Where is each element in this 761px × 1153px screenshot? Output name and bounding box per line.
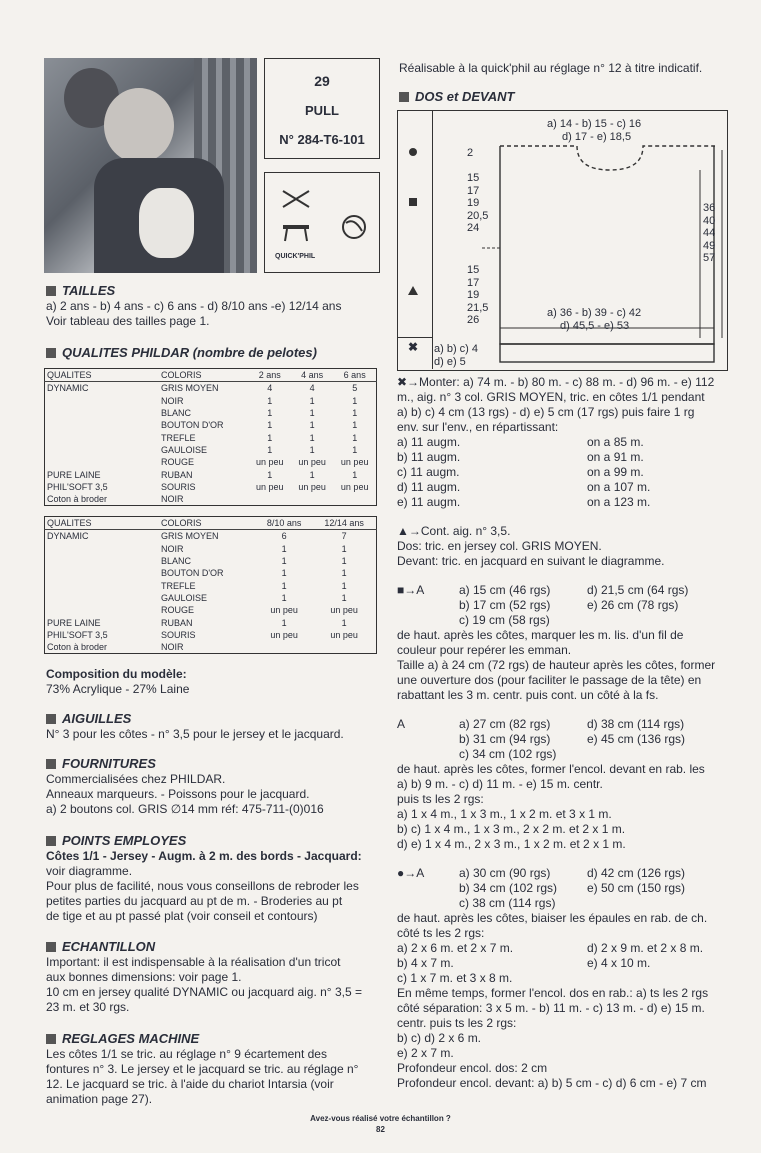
table-cell: GAULOISE [161,592,208,603]
instruction-marker: A [397,717,406,731]
instruction-line: m., aig. n° 3 col. GRIS MOYEN, tric. en côtes 1/1 pendant [397,390,705,404]
table-header: COLORIS [159,517,256,530]
table-row [45,604,377,616]
pattern-type: PULL [305,103,339,118]
table-cell: PURE LAINE [47,469,101,480]
instruction-cell: on a 91 m. [587,450,644,464]
instruction-pair [397,956,737,971]
table-cell [45,419,160,431]
table-cell: un peu [270,629,298,640]
instruction-line: centr. puis ts les 2 rgs: [397,1016,517,1030]
instruction-line: a) 1 x 4 m., 1 x 3 m., 1 x 2 m. et 3 x 1 m. [397,807,612,821]
table-cell: 1 [309,408,315,419]
table-cell: un peu [330,605,358,616]
table-cell: GRIS MOYEN [161,531,219,542]
instruction-line: ✖→Monter: a) 74 m. - b) 80 m. - c) 88 m. - d) 96 m. - e) 112 [397,375,715,389]
instruction-pair [397,480,737,495]
table-cell: TREFLE [161,432,196,443]
table-header: QUALITES [45,369,160,382]
table-row [45,530,377,543]
instruction-cell: d) 11 augm. [397,480,461,494]
table-cell: BOUTON D'OR [161,420,224,431]
diag-two: 2 [467,147,474,159]
table-cell: NOIR [161,543,184,554]
table-cell: 1 [309,432,315,443]
table-cell: 1 [267,420,273,431]
table-cell: 1 [267,469,273,480]
table-cell [45,543,160,555]
instruction-line: de haut. après les côtes, biaiser les épaules en rab. de ch. [397,911,708,925]
reglages-heading: REGLAGES MACHINE [46,1031,199,1046]
instruction-cell: e) 50 cm (150 rgs) [587,881,686,895]
points-l3: Pour plus de facilité, nous vous conseillons de rebroder les [46,879,359,893]
instruction-cell: c) 34 cm (102 rgs) [459,747,557,761]
table-cell: 1 [267,395,273,406]
instruction-cell: on a 107 m. [587,480,651,494]
diagram-measure: 57 [703,252,716,264]
diag-abc: a) b) c) 4 [434,343,479,355]
table-row [45,579,377,591]
reglages-l4: animation page 27). [46,1092,153,1106]
table-row [45,407,377,419]
table-cell: un peu [330,629,358,640]
table-header: 2 ans [249,369,291,382]
points-l5: de tige et au pt passé plat (voir conseil et contours) [46,909,318,923]
table-cell: 1 [352,432,358,443]
model-photo [44,58,257,273]
instruction-marker: ■→A [397,583,425,597]
triangle-marker-icon [408,286,418,295]
instruction-cell: a) 2 x 6 m. et 2 x 7 m. [397,941,514,955]
instruction-cell: d) 21,5 cm (64 rgs) [587,583,689,597]
table-cell: BLANC [161,556,192,567]
pattern-number: 29 [314,73,330,89]
instruction-line: En même temps, former l'encol. dos en rab.: a) ts les 2 rgs [397,986,709,1000]
table-cell: un peu [255,481,284,492]
instruction-line: Devant: tric. en jacquard en suivant le diagramme. [397,554,665,568]
table-row [45,456,377,468]
table-cell: 7 [341,531,347,542]
tailles-line2: Voir tableau des tailles page 1. [46,314,210,328]
instruction-line: puis ts les 2 rgs: [397,792,484,806]
instruction-cell: e) 45 cm (136 rgs) [587,732,686,746]
table-cell: 1 [309,420,315,431]
pattern-id-box [264,58,380,159]
instruction-line: ▲→Cont. aig. n° 3,5. [397,524,511,538]
diagram-measure: 17 [467,184,480,197]
instruction-line: Taille a) à 24 cm (72 rgs) de hauteur après les côtes, former [397,658,716,672]
instruction-line: a) b) 9 m. - c) d) 11 m. - e) 15 m. centr. [397,777,603,791]
table-cell: PURE LAINE [47,617,101,628]
knitting-machine-icon [281,221,311,243]
table-row [45,431,377,443]
reglages-l2: fontures n° 3. Le jersey et le jacquard se tric. au réglage n° [46,1062,359,1076]
instruction-cell: on a 85 m. [587,435,644,449]
table-cell: 5 [352,383,358,394]
instruction-line: Profondeur encol. dos: 2 cm [397,1061,548,1075]
table-cell [312,641,376,654]
diag-bottom2: d) 45,5 - e) 53 [560,320,630,332]
table-header: 12/14 ans [312,517,376,530]
table-cell: un peu [340,457,369,468]
table-cell: PHIL'SOFT 3,5 [47,629,108,640]
table-row [45,641,377,654]
table-cell: 1 [309,469,315,480]
table-header: 6 ans [333,369,376,382]
aiguilles-heading: AIGUILLES [46,711,131,726]
table-cell [45,579,160,591]
tools-box [264,172,380,273]
dos-heading: DOS et DEVANT [399,89,514,104]
diag-right [703,202,715,265]
table-cell: 1 [341,568,347,579]
points-l2: voir diagramme. [46,864,133,878]
diag-de: d) e) 5 [434,356,466,368]
table-cell: ROUGE [161,457,195,468]
table-cell: GAULOISE [161,444,208,455]
instructions-block [397,375,737,1091]
table-row [45,395,377,407]
table-cell: 1 [267,432,273,443]
table-cell: un peu [298,481,326,492]
instruction-line: a) b) c) 4 cm (13 rgs) - d) e) 5 cm (17 rgs) puis faire 1 rg [397,405,695,419]
dot-marker-icon [409,148,417,156]
instruction-line: b) c) 1 x 4 m., 1 x 3 m., 2 x 2 m. et 2 x 1 m. [397,822,626,836]
table-cell [45,395,160,407]
instruction-line: de haut. après les côtes, marquer les m. lis. d'un fil de [397,628,684,642]
table-cell: 1 [281,592,287,603]
page-number: 82 [376,1125,385,1134]
table-cell: 1 [281,543,287,554]
instruction-cell: b) 11 augm. [397,450,461,464]
table-cell: 1 [267,408,273,419]
table-cell: un peu [270,605,298,616]
table-cell: SOURIS [161,629,196,640]
table-cell: TREFLE [161,580,196,591]
intro-text: Réalisable à la quick'phil au réglage n° 12 à titre indicatif. [399,61,703,75]
diagram-measure: 17 [467,276,480,289]
fournitures-l3: a) 2 boutons col. GRIS ∅14 mm réf: 475-711-(0)016 [46,802,324,816]
composition-text: 73% Acrylique - 27% Laine [46,682,190,696]
table-cell: 1 [281,617,287,628]
diagram-measure: 40 [703,214,716,227]
diagram-measure: 49 [703,239,716,252]
diagram-measure: 24 [467,222,480,234]
table-cell: 1 [281,568,287,579]
table-cell [45,456,160,468]
table-cell: RUBAN [161,469,193,480]
table-row [45,419,377,431]
instruction-line: d) e) 1 x 4 m., 2 x 3 m., 1 x 2 m. et 2 x 1 m. [397,837,626,851]
diagram-measure: 21,5 [467,301,489,314]
table-cell [291,493,333,506]
diagram-measure: 19 [467,289,480,301]
table-cell: 1 [341,556,347,567]
table-row [45,543,377,555]
table-header: COLORIS [159,369,249,382]
points-l1: Côtes 1/1 - Jersey - Augm. à 2 m. des bords - Jacquard: [46,849,362,863]
table-cell [45,567,160,579]
instruction-marker: ●→A [397,866,425,880]
instruction-cell: e) 4 x 10 m. [587,956,651,970]
table-cell: 1 [341,617,347,628]
diagram-measure: 20,5 [467,209,489,222]
instruction-cell: a) 15 cm (46 rgs) [459,583,551,597]
table-row [45,567,377,579]
instruction-line: côté séparation: 3 x 5 m. - b) 11 m. - c) 13 m. - d) e) 15 m. [397,1001,705,1015]
instruction-cell: b) 31 cm (94 rgs) [459,732,551,746]
instruction-line: Profondeur encol. devant: a) b) 5 cm - c) d) 6 cm - e) 7 cm [397,1076,707,1090]
instruction-line: côté ts les 2 rgs: [397,926,485,940]
yarn-table-2 [44,516,377,654]
table-cell: 1 [352,469,358,480]
tailles-heading: TAILLES [46,283,115,298]
instruction-cell: e) 11 augm. [397,495,461,509]
instruction-pair [397,495,737,510]
table-row [45,592,377,604]
table-cell [45,407,160,419]
needles-icon [281,189,311,209]
yarn-icon [340,213,368,241]
table-row [45,555,377,567]
footer-question: Avez-vous réalisé votre échantillon ? [310,1114,451,1123]
cross-marker-icon: ✖ [408,340,419,354]
quickphil-label: QUICK'PHIL [275,253,316,260]
instruction-cell: d) 42 cm (126 rgs) [587,866,686,880]
composition-title: Composition du modèle: [46,667,187,681]
table-cell: 1 [352,420,358,431]
table-cell: DYNAMIC [47,383,89,394]
table-cell [45,431,160,443]
table-row [45,493,377,506]
pattern-ref: N° 284-T6-101 [279,132,365,147]
diag-left2 [467,264,488,327]
table-header: 8/10 ans [256,517,312,530]
instruction-cell: d) 38 cm (114 rgs) [587,717,685,731]
table-cell: BLANC [161,408,192,419]
table-cell: 1 [341,543,347,554]
instruction-line: c) 1 x 7 m. et 3 x 8 m. [397,971,513,985]
table-row [45,382,377,395]
diagram-measure: 15 [467,264,480,276]
reglages-l3: 12. Le jacquard se tric. à l'aide du chariot Intarsia (voir [46,1077,334,1091]
table-row [45,481,377,493]
table-cell: GRIS MOYEN [161,383,219,394]
instruction-line: Dos: tric. en jersey col. GRIS MOYEN. [397,539,602,553]
table-cell: 1 [352,408,358,419]
echantillon-l4: 23 m. et 30 rgs. [46,1000,130,1014]
instruction-cell: on a 123 m. [587,495,651,509]
instruction-line: b) c) d) 2 x 6 m. [397,1031,482,1045]
diagram-measure: 44 [703,227,716,239]
diagram-measure: 15 [467,172,480,184]
table-cell: un peu [255,457,284,468]
table-cell: 6 [281,531,287,542]
table-cell: 1 [281,556,287,567]
diag-bottom1: a) 36 - b) 39 - c) 42 [547,307,642,319]
table-cell: 1 [352,444,358,455]
table-cell: NOIR [161,642,184,653]
table-cell: 1 [352,395,358,406]
fournitures-heading: FOURNITURES [46,756,156,771]
echantillon-heading: ECHANTILLON [46,939,155,954]
table-cell: un peu [340,481,369,492]
table-cell: RUBAN [161,617,193,628]
table-cell: 1 [281,580,287,591]
yarn-table-1 [44,368,377,506]
table-row [45,616,377,628]
table-row [45,629,377,641]
points-heading: POINTS EMPLOYES [46,833,186,848]
points-l4: petites parties du jacquard au pt de m. - Broderies au pt [46,894,343,908]
instruction-cell: a) 27 cm (82 rgs) [459,717,551,731]
instruction-cell: c) 19 cm (58 rgs) [459,613,550,627]
table-cell [256,641,312,654]
table-cell: 1 [309,395,315,406]
diagram-measure: 19 [467,197,480,209]
instruction-cell: on a 99 m. [587,465,644,479]
instruction-cell: c) 11 augm. [397,465,460,479]
table-header: 4 ans [291,369,333,382]
table-cell: PHIL'SOFT 3,5 [47,481,108,492]
instruction-pair [397,450,737,465]
table-cell: SOURIS [161,481,196,492]
instruction-cell: e) 26 cm (78 rgs) [587,598,679,612]
instruction-cell: a) 11 augm. [397,435,461,449]
echantillon-l3: 10 cm en jersey qualité DYNAMIC ou jacquard aig. n° 3,5 = [46,985,362,999]
instruction-line: env. sur l'env., en répartissant: [397,420,559,434]
diag-left1 [467,172,488,235]
table-cell: un peu [298,457,326,468]
diag-top1: a) 14 - b) 15 - c) 16 [547,118,642,130]
fournitures-l2: Anneaux marqueurs. - Poissons pour le jacquard. [46,787,310,801]
diagram-measure: 26 [467,314,480,326]
table-cell: Coton à broder [47,642,108,653]
tailles-line1: a) 2 ans - b) 4 ans - c) 6 ans - d) 8/10 ans -e) 12/14 ans [46,299,342,313]
table-cell [333,493,376,506]
table-cell: 1 [267,444,273,455]
table-cell: 1 [309,444,315,455]
table-cell [45,604,160,616]
instruction-line: une ouverture dos (pour faciliter le passage de la tête) en [397,673,702,687]
instruction-cell: c) 38 cm (114 rgs) [459,896,556,910]
instruction-pair [397,941,737,956]
instruction-line: rabattant les 3 m. centr. puis cont. un côté à la fs. [397,688,659,702]
table-cell: 1 [341,592,347,603]
instruction-cell: a) 30 cm (90 rgs) [459,866,551,880]
instruction-cell: b) 17 cm (52 rgs) [459,598,551,612]
table-cell [249,493,291,506]
instruction-cell: b) 34 cm (102 rgs) [459,881,558,895]
table-cell: DYNAMIC [47,531,89,542]
instruction-cell: d) 2 x 9 m. et 2 x 8 m. [587,941,704,955]
table-cell: 4 [267,383,273,394]
table-cell: BOUTON D'OR [161,568,224,579]
table-row [45,468,377,480]
instruction-cell: b) 4 x 7 m. [397,956,454,970]
table-cell: NOIR [161,494,184,505]
echantillon-l1: Important: il est indispensable à la réalisation d'un tricot [46,955,341,969]
table-cell: 4 [309,383,315,394]
table-cell [45,592,160,604]
table-row [45,444,377,456]
echantillon-l2: aux bonnes dimensions: voir page 1. [46,970,242,984]
table-cell [45,444,160,456]
reglages-l1: Les côtes 1/1 se tric. au réglage n° 9 écartement des [46,1047,327,1061]
square-marker-icon [409,198,417,206]
diag-top2: d) 17 - e) 18,5 [562,131,632,143]
table-header: QUALITES [45,517,160,530]
table-cell [45,555,160,567]
instruction-pair [397,465,737,480]
instruction-line: e) 2 x 7 m. [397,1046,454,1060]
table-cell: NOIR [161,395,184,406]
aiguilles-text: N° 3 pour les côtes - n° 3,5 pour le jersey et le jacquard. [46,727,344,741]
table-cell: 1 [341,580,347,591]
qualites-heading: QUALITES PHILDAR (nombre de pelotes) [46,345,317,360]
diagram-measure: 36 [703,202,716,214]
table-cell: Coton à broder [47,494,108,505]
table-cell: ROUGE [161,605,195,616]
instruction-line: couleur pour repérer les emman. [397,643,572,657]
instruction-line: de haut. après les côtes, former l'encol. devant en rab. les [397,762,705,776]
garment-diagram [397,110,727,370]
instruction-pair [397,435,737,450]
fournitures-l1: Commercialisées chez PHILDAR. [46,772,226,786]
